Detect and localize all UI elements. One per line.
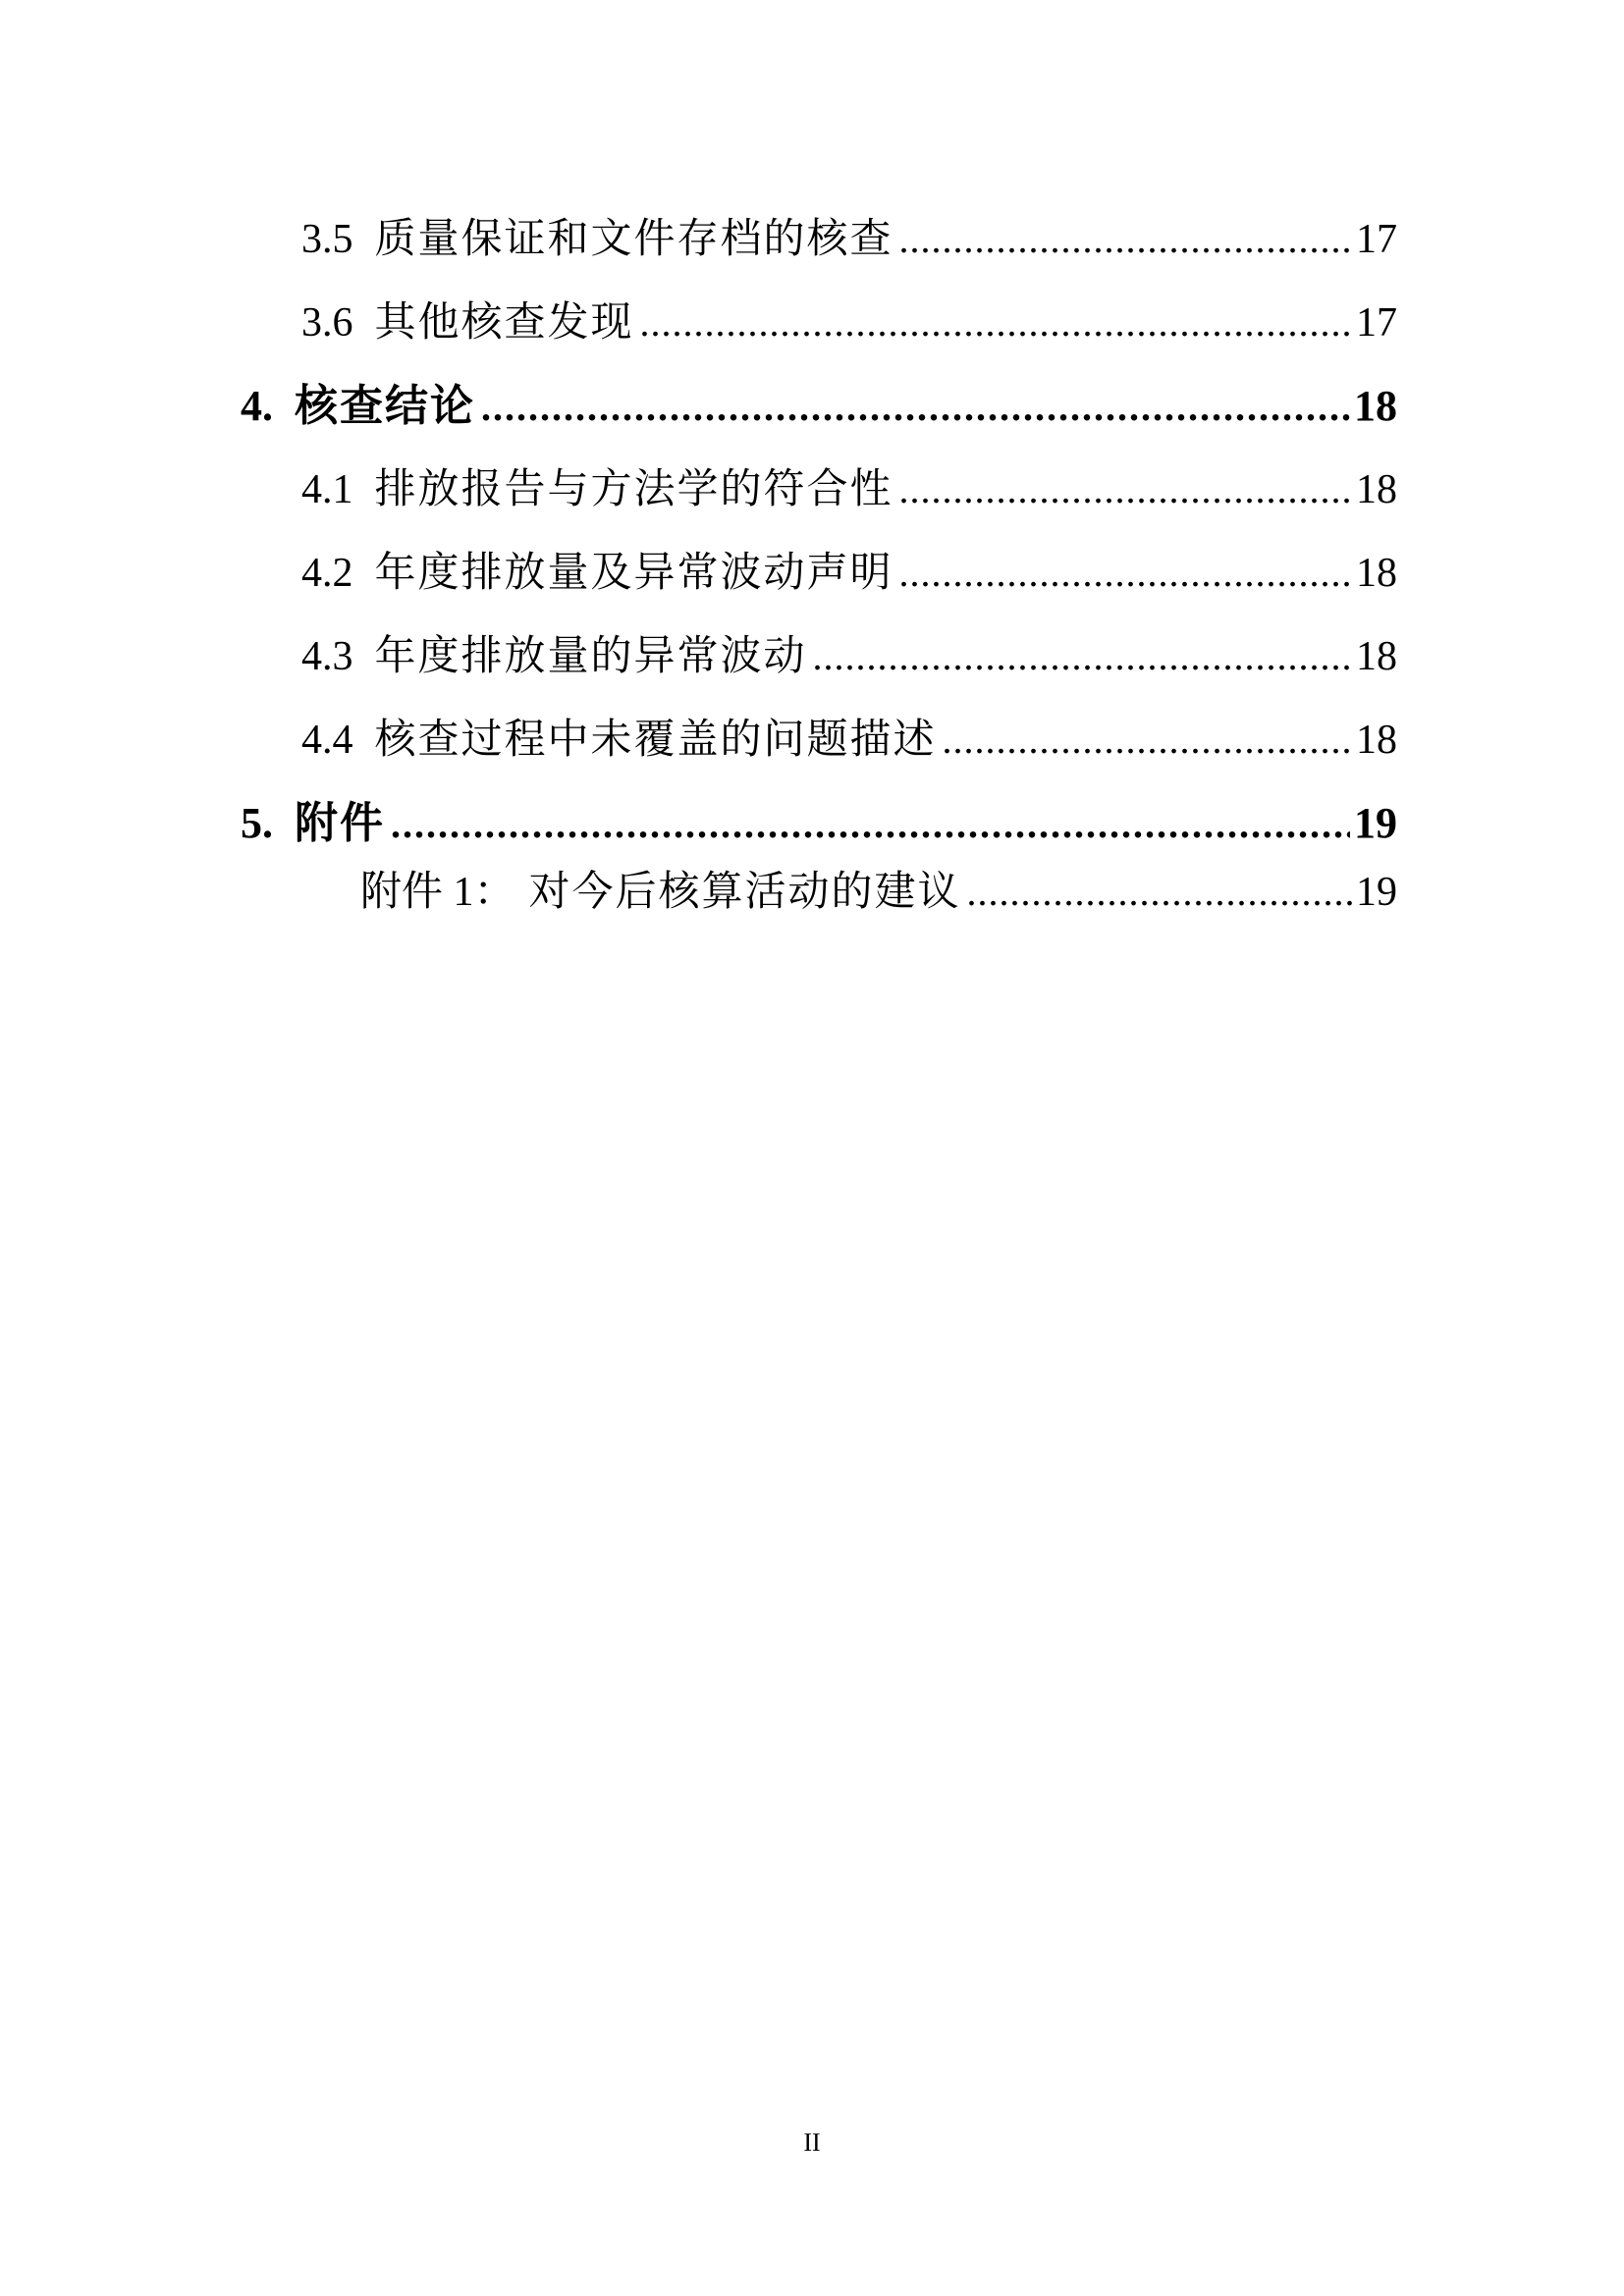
toc-entry-title: 排放报告与方法学的符合性 <box>374 467 893 512</box>
toc-entry-page-number: 17 <box>1356 217 1397 262</box>
dot-leader <box>899 550 1352 597</box>
toc-entry-title: 附件 <box>295 799 385 847</box>
toc-entry-3-6[interactable] <box>241 299 1397 347</box>
toc-entry-4-1[interactable] <box>241 466 1397 513</box>
dot-leader <box>813 633 1352 680</box>
toc-entry-page-number: 19 <box>1356 870 1397 915</box>
toc-entry-number: 3.6 <box>301 300 353 346</box>
toc-entry-number: 3.5 <box>301 217 353 262</box>
table-of-contents <box>241 216 1397 952</box>
toc-entry-page-number: 18 <box>1356 634 1397 679</box>
toc-entry-title: 其他核查发现 <box>374 300 634 346</box>
dot-leader <box>899 216 1352 263</box>
toc-entry-number: 4.4 <box>301 718 353 763</box>
toc-entry-4[interactable] <box>241 383 1397 430</box>
toc-entry-number: 4. <box>241 382 273 430</box>
toc-entry-4-4[interactable] <box>241 717 1397 764</box>
dot-leader <box>967 869 1352 916</box>
toc-entry-number: 5. <box>241 799 273 847</box>
toc-entry-annex-1[interactable] <box>241 869 1397 916</box>
toc-entry-number: 4.2 <box>301 551 353 596</box>
toc-entry-number: 附件 1： <box>360 870 515 915</box>
toc-entry-page-number: 18 <box>1356 718 1397 763</box>
dot-leader <box>481 384 1350 431</box>
dot-leader <box>391 801 1350 848</box>
dot-leader <box>943 717 1352 764</box>
toc-entry-title: 核查结论 <box>295 382 475 430</box>
toc-entry-title: 年度排放量的异常波动 <box>374 634 807 679</box>
toc-entry-title: 质量保证和文件存档的核查 <box>374 217 893 262</box>
toc-entry-3-5[interactable] <box>241 216 1397 263</box>
toc-entry-title: 核查过程中未覆盖的问题描述 <box>374 718 937 763</box>
toc-entry-title: 对今后核算活动的建议 <box>528 870 961 915</box>
toc-entry-4-2[interactable] <box>241 550 1397 597</box>
toc-entry-5[interactable] <box>241 800 1397 847</box>
toc-entry-title: 年度排放量及异常波动声明 <box>374 551 893 596</box>
toc-entry-number: 4.3 <box>301 634 353 679</box>
toc-entry-page-number: 18 <box>1356 551 1397 596</box>
toc-entry-page-number: 19 <box>1354 799 1397 847</box>
page-number-footer: II <box>803 2128 821 2157</box>
toc-entry-page-number: 18 <box>1354 382 1397 430</box>
toc-entry-4-3[interactable] <box>241 633 1397 680</box>
toc-entry-page-number: 18 <box>1356 467 1397 512</box>
toc-entry-page-number: 17 <box>1356 300 1397 346</box>
toc-entry-number: 4.1 <box>301 467 353 512</box>
dot-leader <box>899 466 1352 513</box>
dot-leader <box>640 299 1352 347</box>
